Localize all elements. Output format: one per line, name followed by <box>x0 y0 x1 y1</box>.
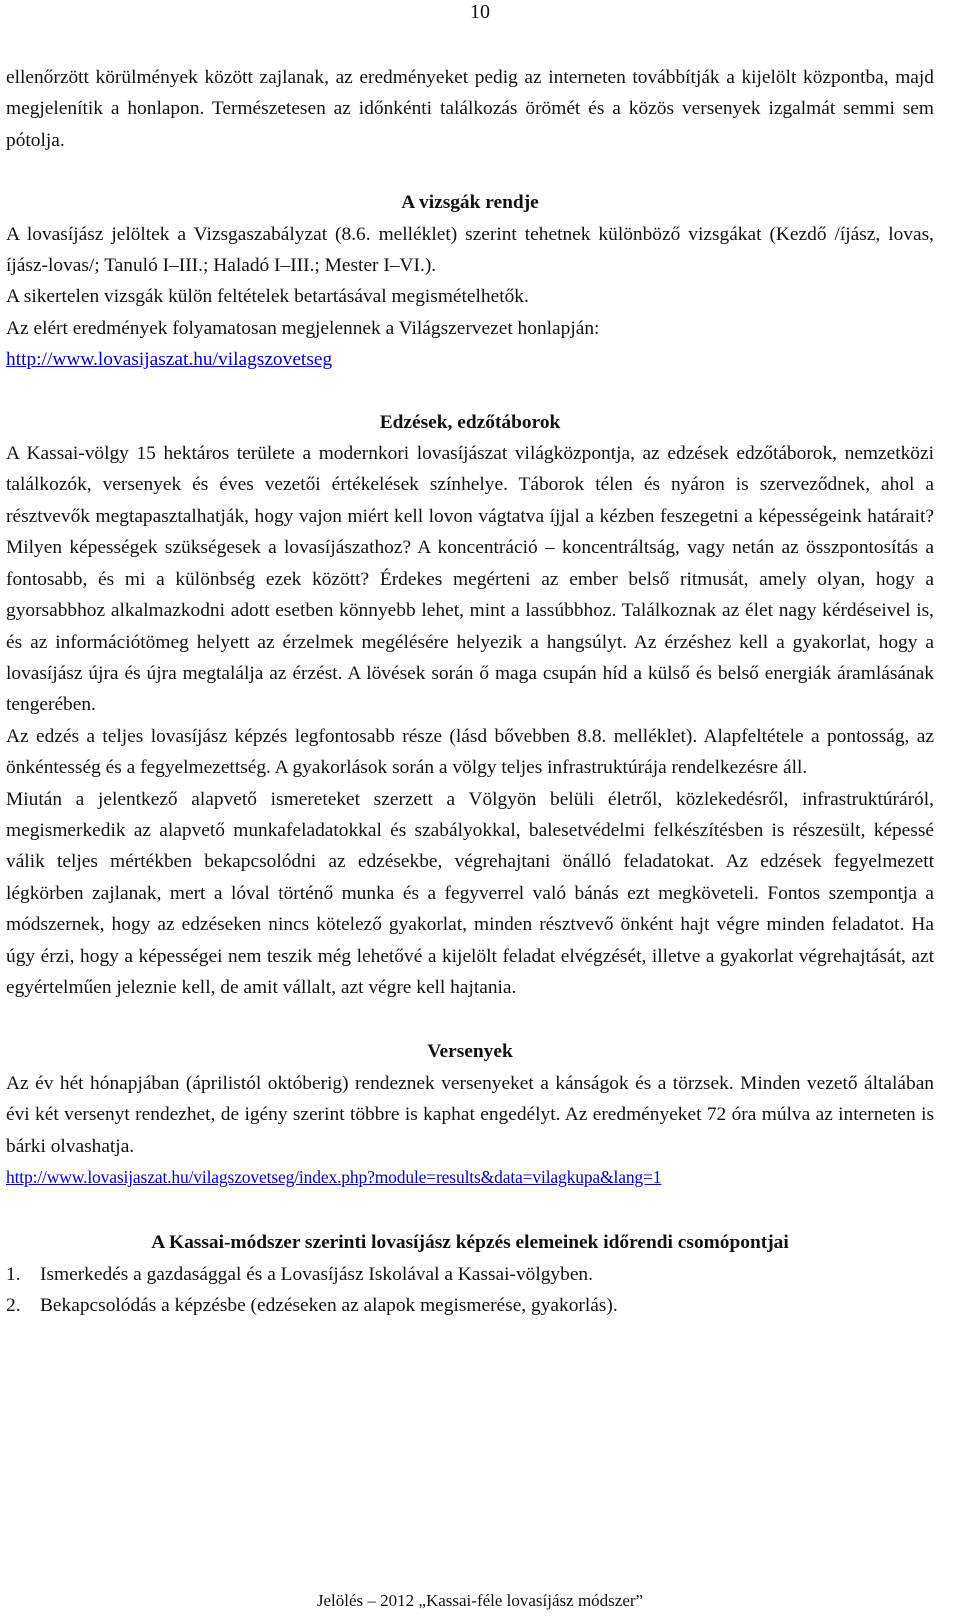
exams-heading: A vizsgák rendje <box>401 192 539 214</box>
exams-link-line <box>6 344 934 375</box>
competitions-link-line <box>6 1162 934 1193</box>
page-footer: Jelölés – 2012 „Kassai-féle lovasíjász módszer” <box>316 1591 644 1610</box>
training-paragraph-1: A Kassai-völgy 15 hektáros területe a modernkori lovasíjászat világközpontja, az edzések edzőtáborok, nemzetközi találkozók, versenyek és éves vezetői értékelések színhelye. Táborok télen és nyáron is szerveződnek, ahol a résztvevők megtapasztalhatják, hogy vajon miért kell lovon vágtatva íjjal a kézben feszegetni a képességeink határait? Milyen képességek szükségesek a lovasíjászathoz? A koncentráció – koncentráltság, vagy netán az összpontosítás a fontosabb, és mi a különbség ezek között? Érdekes megérteni az ember belső ritmusát, amely olyan, hogy a gyorsabbhoz alkalmazkodni adott esetben könnyebb lehet, mint a lassúbbhoz. Találkoznak az élet nagy kérdéseivel is, és az információtömeg helyett az érzelmek megélésére helyezik a hangsúlyt. Az érzéshez kell a gyakorlat, hogy a lovasíjász újra és újra megtalálja az érzést. A lövések során ő maga csupán híd a külső és belső energiák áramlásának tengerében. <box>6 443 934 716</box>
exams-paragraph-3: Az elért eredmények folyamatosan megjelennek a Világszervezet honlapján: <box>6 317 600 339</box>
exams-paragraph-2: A sikertelen vizsgák külön feltételek betartásával megismételhetők. <box>6 286 529 308</box>
page-number: 10 <box>470 1 490 23</box>
list-item-number: 1. <box>6 1263 21 1285</box>
intro-paragraph: ellenőrzött körülmények között zajlanak, az eredményeket pedig az interneten továbbítják a kijelölt központba, majd megjelenítik a honlapon. Természetesen az időnkénti találkozás örömét és a közös versenyek izgalmát semmi sem pótolja. <box>6 67 934 151</box>
training-paragraph-2: Az edzés a teljes lovasíjász képzés legfontosabb része (lásd bővebben 8.8. melléklet). Alapfeltétele a pontosság, az önkéntesség és a fegyelmezettség. A gyakorlások során a völgy teljes infrastruktúrája rendelkezésre áll. <box>6 725 934 779</box>
milestones-list <box>6 1259 934 1322</box>
training-heading: Edzések, edzőtáborok <box>379 411 561 433</box>
competitions-heading: Versenyek <box>427 1041 513 1063</box>
list-item <box>6 1259 934 1290</box>
competitions-paragraph-1: Az év hét hónapjában (áprilistól októberig) rendeznek versenyeket a kánságok és a törzsek. Minden vezető általában évi két versenyt rendezhet, de igény szerint többre is kaphat engedélyt. Az eredményeket 72 óra múlva az interneten is bárki olvashatja. <box>6 1072 934 1157</box>
list-item <box>6 1290 934 1321</box>
list-item-number: 2. <box>6 1295 21 1317</box>
exams-paragraph-1: A lovasíjász jelöltek a Vizsgaszabályzat (8.6. melléklet) szerint tehetnek különböző vizsgákat (Kezdő /íjász, lovas, íjász-lovas/; Tanuló I–III.; Haladó I–III.; Mester I–VI.). <box>6 223 934 277</box>
training-paragraph-3: Miután a jelentkező alapvető ismereteket szerzett a Völgyön belüli életről, közlekedésről, infrastruktúráról, megismerkedik az alapvető munkafeladatokkal és szabályokkal, balesetvédelmi felkészítésben is részesült, képessé válik teljes mértékben bekapcsolódni az edzésekbe, végrehajtani önálló feladatokat. Az edzések fegyelmezett légkörben zajlanak, mert a lóval történő munka és a fegyverrel való bánás ezt megköveteli. Fontos szempontja a módszernek, hogy az edzéseken nincs kötelező gyakorlat, minden résztvevő önként hajt végre minden feladatot. Ha úgy érzi, hogy a képességei nem teszik még lehetővé a kijelölt feladat elvégzését, illetve a gyakorlat végrehajtását, azt egyértelműen jeleznie kell, de amit vállalt, azt végre kell hajtania. <box>6 788 934 998</box>
milestones-heading: A Kassai-módszer szerinti lovasíjász képzés elemeinek időrendi csomópontjai <box>151 1232 789 1254</box>
list-item-text: Ismerkedés a gazdasággal és a Lovasíjász Iskolával a Kassai-völgyben. <box>40 1263 593 1285</box>
list-item-text: Bekapcsolódás a képzésbe (edzéseken az alapok megismerése, gyakorlás). <box>40 1295 618 1317</box>
exams-link[interactable]: http://www.lovasijaszat.hu/vilagszovetseg <box>6 349 333 371</box>
document-body <box>6 62 934 1322</box>
competitions-results-link[interactable]: http://www.lovasijaszat.hu/vilagszovetseg/index.php?module=results&data=vilagkupa&lang=1 <box>6 1167 662 1187</box>
